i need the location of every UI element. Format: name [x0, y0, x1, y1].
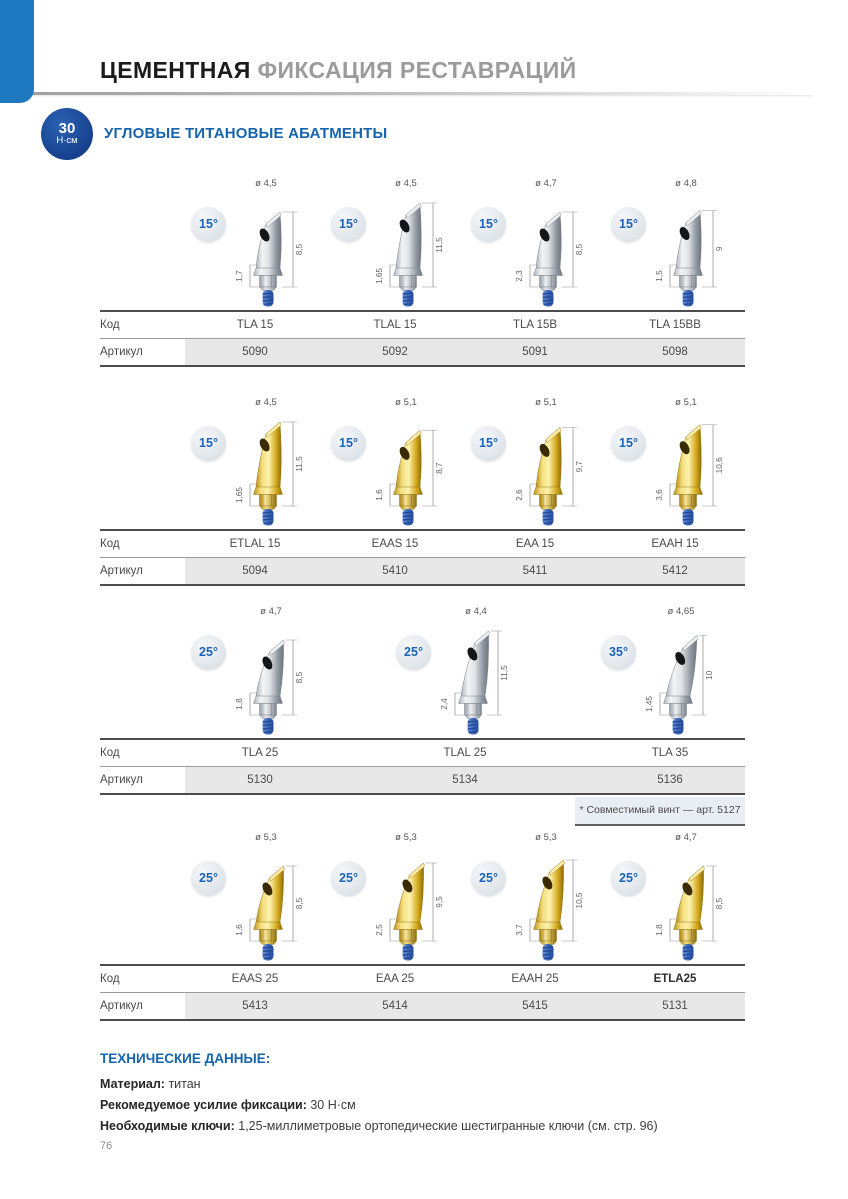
technical-data [100, 1051, 780, 1133]
product-code: EAA 15 [515, 537, 555, 550]
product-row-1 [100, 178, 745, 367]
collar-height-dimension: 1,7 [235, 269, 244, 282]
page-number: 76 [100, 1140, 113, 1152]
abutment-illustration [428, 622, 522, 736]
product-article: 5410 [325, 558, 465, 584]
diameter-label: ø 5,3 [395, 831, 417, 843]
product-code: EAAS 25 [231, 972, 279, 985]
total-height-dimension: 10 [705, 670, 714, 680]
product-code: ETLAL 15 [229, 537, 281, 550]
diameter-label: ø 5,1 [395, 396, 417, 408]
product-figure [465, 832, 605, 964]
product-rows [100, 178, 745, 1021]
collar-height-dimension: 3,7 [515, 923, 524, 936]
diameter-label: ø 5,3 [535, 831, 557, 843]
total-height-dimension: 11,5 [295, 455, 304, 472]
product-figure [605, 178, 745, 310]
product-code: ETLA25 [653, 972, 697, 985]
spec-table [100, 738, 745, 795]
product-figure [595, 606, 745, 738]
total-height-dimension: 8,5 [575, 243, 584, 255]
angle-badge: 15° [611, 426, 646, 461]
collar-height-dimension: 1,65 [235, 486, 244, 503]
corner-accent-shape [0, 0, 34, 103]
collar-height-dimension: 2,5 [375, 923, 384, 936]
product-code: EAAH 15 [651, 537, 699, 550]
angle-badge: 25° [191, 861, 226, 896]
code-row [100, 531, 745, 558]
abutment-illustration [223, 194, 317, 308]
product-code: EAAH 25 [511, 972, 559, 985]
product-row-2 [100, 397, 745, 586]
angle-badge: 15° [191, 207, 226, 242]
article-row [100, 767, 745, 793]
total-height-dimension: 8,5 [295, 671, 304, 683]
abutment-illustration [223, 413, 317, 527]
diameter-label: ø 5,1 [675, 396, 697, 408]
product-article: 5412 [605, 558, 745, 584]
abutment-illustration [223, 622, 317, 736]
product-figure [325, 397, 465, 529]
header-divider [0, 92, 812, 95]
product-figure [390, 606, 540, 738]
abutment-illustration [503, 194, 597, 308]
product-article: 5413 [185, 993, 325, 1019]
tech-line-label: Материал: [100, 1076, 165, 1091]
product-code: TLAL 15 [373, 318, 417, 331]
total-height-dimension: 9,7 [575, 460, 584, 472]
product-article: 5130 [185, 767, 335, 793]
article-row-label: Артикул [100, 773, 143, 786]
abutment-illustration [503, 848, 597, 962]
article-row [100, 558, 745, 584]
angle-badge: 15° [331, 426, 366, 461]
collar-height-dimension: 2,4 [440, 697, 449, 710]
angle-badge: 15° [611, 207, 646, 242]
product-row-4 [100, 832, 745, 1021]
article-row [100, 339, 745, 365]
collar-height-dimension: 1,8 [235, 697, 244, 710]
diameter-label: ø 4,7 [675, 831, 697, 843]
total-height-dimension: 8,5 [295, 897, 304, 909]
angle-badge: 15° [191, 426, 226, 461]
product-figure [185, 606, 335, 738]
torque-unit: Н·см [56, 135, 78, 147]
product-figure [605, 397, 745, 529]
tech-line: Необходимые ключи: 1,25-миллиметровые ортопедические шестигранные ключи (см. стр. 96) [100, 1118, 658, 1133]
angle-badge: 35° [601, 635, 636, 670]
product-article: 5134 [335, 767, 595, 793]
product-figure [325, 832, 465, 964]
product-article: 5136 [595, 767, 745, 793]
section-header [41, 108, 848, 160]
torque-badge [41, 108, 93, 160]
tech-line: Материал: титан [100, 1076, 201, 1091]
product-figure [185, 832, 325, 964]
product-code: TLAL 25 [443, 746, 487, 759]
abutment-illustration [503, 413, 597, 527]
product-article: 5098 [605, 339, 745, 365]
page-title [100, 0, 848, 85]
diameter-label: ø 4,4 [465, 605, 487, 617]
product-code: EAAS 15 [371, 537, 419, 550]
diameter-label: ø 4,8 [675, 177, 697, 189]
abutment-illustration [363, 848, 457, 962]
product-code: TLA 15 [236, 318, 274, 331]
tech-line-label: Необходимые ключи: [100, 1118, 235, 1133]
collar-height-dimension: 1,6 [235, 923, 244, 936]
diameter-label: ø 4,7 [260, 605, 282, 617]
product-figure [185, 178, 325, 310]
code-row [100, 740, 745, 767]
diameter-label: ø 4,7 [535, 177, 557, 189]
diameter-label: ø 5,3 [255, 831, 277, 843]
spec-table [100, 529, 745, 586]
product-article: 5090 [185, 339, 325, 365]
total-height-dimension: 8,5 [715, 897, 724, 909]
product-code: TLA 25 [241, 746, 279, 759]
diameter-label: ø 4,5 [255, 396, 277, 408]
collar-height-dimension: 1,45 [645, 695, 654, 712]
collar-height-dimension: 3,6 [655, 488, 664, 501]
product-article: 5131 [605, 993, 745, 1019]
code-row [100, 966, 745, 993]
collar-height-dimension: 1,5 [655, 269, 664, 282]
article-row-label: Артикул [100, 564, 143, 577]
product-article: 5415 [465, 993, 605, 1019]
product-code: TLA 15BB [649, 318, 701, 331]
collar-height-dimension: 1,8 [655, 923, 664, 936]
product-code: EAA 25 [375, 972, 415, 985]
code-row-label: Код [100, 318, 120, 331]
tech-lines [100, 1077, 780, 1133]
total-height-dimension: 9,5 [435, 895, 444, 908]
total-height-dimension: 11,5 [435, 236, 444, 253]
product-article: 5094 [185, 558, 325, 584]
article-row [100, 993, 745, 1019]
article-row-label: Артикул [100, 345, 143, 358]
collar-height-dimension: 2,6 [515, 488, 524, 501]
abutment-illustration [223, 848, 317, 962]
total-height-dimension: 11,5 [500, 664, 509, 681]
abutment-illustration [633, 622, 727, 736]
abutment-illustration [643, 194, 737, 308]
total-height-dimension: 9 [715, 246, 724, 251]
code-row-label: Код [100, 972, 120, 985]
total-height-dimension: 10,6 [715, 456, 724, 473]
angle-badge: 25° [611, 861, 646, 896]
tech-line: Рекомедуемое усилие фиксации: 30 Н·см [100, 1097, 356, 1112]
collar-height-dimension: 1,6 [375, 488, 384, 501]
code-row [100, 312, 745, 339]
abutment-illustration [363, 413, 457, 527]
compatible-screw-note: * Совместимый винт — арт. 5127 [575, 797, 745, 826]
angle-badge: 25° [191, 635, 226, 670]
technical-heading: ТЕХНИЧЕСКИЕ ДАННЫЕ: [100, 1050, 271, 1066]
code-row-label: Код [100, 746, 120, 759]
code-row-label: Код [100, 537, 120, 550]
product-figure [185, 397, 325, 529]
page-title-secondary: ФИКСАЦИЯ РЕСТАВРАЦИЙ [257, 57, 577, 83]
total-height-dimension: 8,7 [435, 462, 444, 474]
tech-line-label: Рекомедуемое усилие фиксации: [100, 1097, 307, 1112]
section-title: УГЛОВЫЕ ТИТАНОВЫЕ АБАТМЕНТЫ [104, 125, 388, 143]
abutment-illustration [643, 848, 737, 962]
product-article: 5092 [325, 339, 465, 365]
angle-badge: 15° [471, 207, 506, 242]
product-figure [465, 178, 605, 310]
figure-row [100, 397, 745, 529]
page-title-primary: ЦЕМЕНТНАЯ [100, 57, 251, 83]
total-height-dimension: 10,5 [575, 892, 584, 909]
diameter-label: ø 4,5 [255, 177, 277, 189]
figure-row [100, 832, 745, 964]
figure-row [100, 606, 745, 738]
collar-height-dimension: 2,3 [515, 269, 524, 282]
abutment-illustration [643, 413, 737, 527]
product-row-3 [100, 606, 745, 826]
product-figure [605, 832, 745, 964]
angle-badge: 15° [331, 207, 366, 242]
torque-value: 30 [58, 119, 76, 137]
product-figure [325, 178, 465, 310]
angle-badge: 25° [396, 635, 431, 670]
article-row-label: Артикул [100, 999, 143, 1012]
product-code: TLA 15B [512, 318, 558, 331]
collar-height-dimension: 1,65 [375, 267, 384, 284]
spec-table [100, 964, 745, 1021]
product-article: 5091 [465, 339, 605, 365]
diameter-label: ø 4,65 [667, 605, 695, 617]
angle-badge: 25° [471, 861, 506, 896]
diameter-label: ø 5,1 [535, 396, 557, 408]
product-article: 5411 [465, 558, 605, 584]
product-code: TLA 35 [651, 746, 689, 759]
figure-row [100, 178, 745, 310]
product-article: 5414 [325, 993, 465, 1019]
abutment-illustration [363, 194, 457, 308]
total-height-dimension: 8,5 [295, 243, 304, 255]
spec-table [100, 310, 745, 367]
diameter-label: ø 4,5 [395, 177, 417, 189]
angle-badge: 15° [471, 426, 506, 461]
angle-badge: 25° [331, 861, 366, 896]
product-figure [465, 397, 605, 529]
